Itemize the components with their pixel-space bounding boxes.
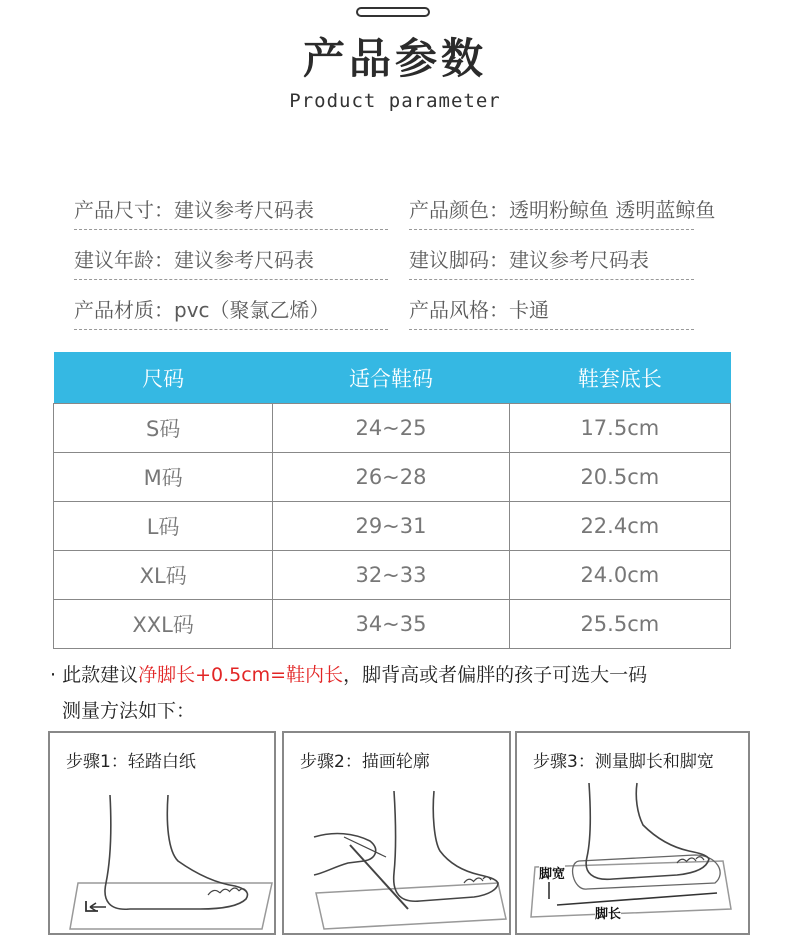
table-row bbox=[54, 551, 731, 600]
page-title: 产品参数 bbox=[302, 34, 487, 83]
param-material: 产品材质：pvc（聚氯乙烯） bbox=[74, 294, 388, 330]
table-row bbox=[54, 502, 731, 551]
method-title: 测量方法如下： bbox=[62, 700, 196, 722]
shoe-size-cell: 24~25 bbox=[273, 404, 509, 453]
header-sole-length: 鞋套底长 bbox=[509, 352, 730, 404]
size-cell: XL码 bbox=[54, 551, 273, 600]
param-style: 产品风格：卡通 bbox=[409, 294, 694, 330]
header-shoe-size: 适合鞋码 bbox=[273, 352, 509, 404]
sole-length-cell: 24.0cm bbox=[509, 551, 730, 600]
step-2-label: 步骤2：描画轮廓 bbox=[300, 752, 430, 772]
note-formula: 净脚长+0.5cm=鞋内长 bbox=[138, 664, 344, 686]
sole-length-cell: 20.5cm bbox=[509, 453, 730, 502]
sole-length-cell: 25.5cm bbox=[509, 600, 730, 649]
shoe-size-cell: 26~28 bbox=[273, 453, 509, 502]
size-advice-note bbox=[50, 660, 647, 687]
foot-step-on-paper-illustration bbox=[50, 733, 276, 935]
step-3-panel bbox=[515, 731, 750, 935]
param-size: 产品尺寸：建议参考尺码表 bbox=[74, 194, 388, 230]
note-suffix: ，脚背高或者偏胖的孩子可选大一码 bbox=[343, 664, 648, 686]
trace-outline-illustration bbox=[284, 733, 511, 935]
step-3-label: 步骤3：测量脚长和脚宽 bbox=[533, 752, 714, 772]
foot-length-label: 脚长 bbox=[595, 903, 621, 922]
shoe-size-cell: 34~35 bbox=[273, 600, 509, 649]
sole-length-cell: 22.4cm bbox=[509, 502, 730, 551]
page-subtitle: Product parameter bbox=[289, 90, 501, 112]
table-row bbox=[54, 600, 731, 649]
size-table bbox=[53, 352, 731, 649]
foot-width-label: 脚宽 bbox=[539, 863, 565, 882]
param-age: 建议年龄：建议参考尺码表 bbox=[74, 244, 388, 280]
measure-foot-illustration bbox=[517, 733, 750, 935]
param-shoe-size: 建议脚码：建议参考尺码表 bbox=[409, 244, 694, 280]
shoe-size-cell: 32~33 bbox=[273, 551, 509, 600]
table-row bbox=[54, 453, 731, 502]
table-row bbox=[54, 404, 731, 453]
step-2-panel bbox=[282, 731, 511, 935]
step-1-panel bbox=[48, 731, 276, 935]
note-prefix: · 此款建议 bbox=[50, 664, 139, 686]
step-1-label: 步骤1：轻踏白纸 bbox=[66, 752, 196, 772]
param-color: 产品颜色：透明粉鲸鱼 透明蓝鲸鱼 bbox=[409, 194, 694, 230]
sole-length-cell: 17.5cm bbox=[509, 404, 730, 453]
top-pill-decoration bbox=[356, 7, 430, 17]
size-table-header bbox=[54, 352, 731, 404]
size-cell: M码 bbox=[54, 453, 273, 502]
header-size: 尺码 bbox=[54, 352, 273, 404]
size-cell: S码 bbox=[54, 404, 273, 453]
size-cell: XXL码 bbox=[54, 600, 273, 649]
size-cell: L码 bbox=[54, 502, 273, 551]
shoe-size-cell: 29~31 bbox=[273, 502, 509, 551]
